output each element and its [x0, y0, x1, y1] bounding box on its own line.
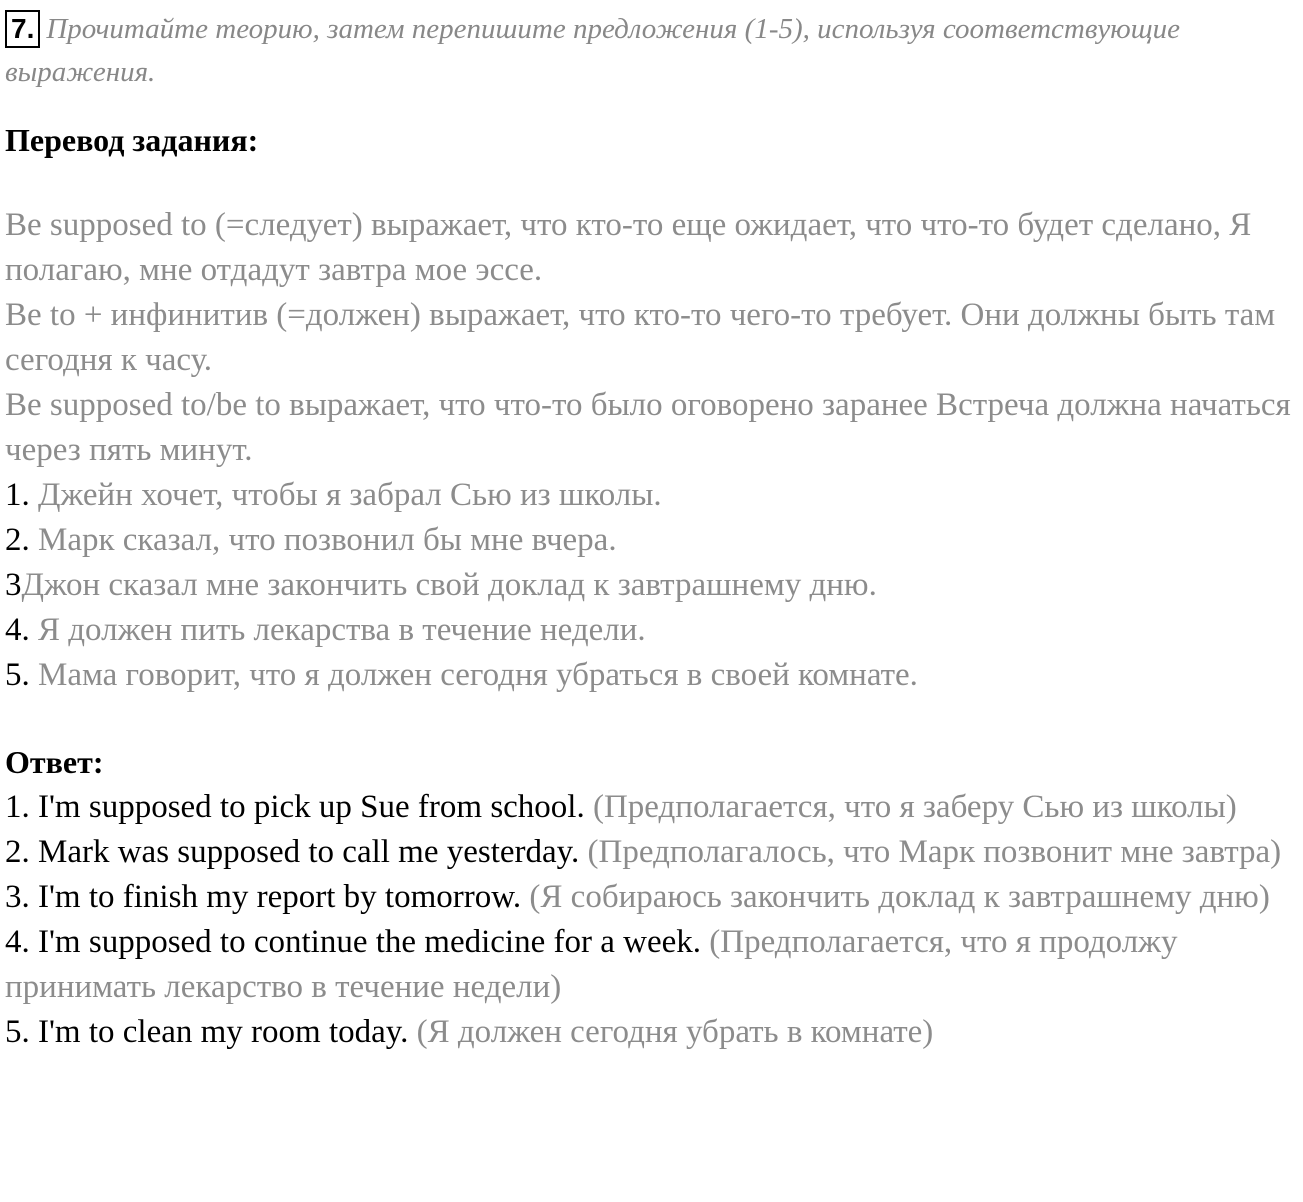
sentence-text: Я должен пить лекарства в течение недели. [29, 612, 646, 648]
sentence-item [5, 653, 1301, 698]
answer-english: 2. Mark was supposed to call me yesterday. [5, 834, 580, 870]
sentence-number: 5. [5, 657, 30, 693]
translation-heading: Перевод задания: [5, 122, 259, 158]
answer-item [5, 920, 1301, 1010]
sentence-item [5, 518, 1301, 563]
sentence-text: Джейн хочет, чтобы я забрал Сью из школы. [29, 477, 662, 513]
task-instruction: Прочитайте теорию, затем перепишите предложения (1-5), используя соответствующие выражения. [5, 13, 1181, 88]
answer-item [5, 785, 1301, 830]
answer-translation: (Я собираюсь закончить доклад к завтрашнему дню) [521, 879, 1270, 915]
answer-item [5, 1010, 1301, 1055]
answer-item [5, 830, 1301, 875]
answer-translation: (Я должен сегодня убрать в комнате) [408, 1014, 934, 1050]
task-header [5, 8, 1301, 94]
answer-english: 5. I'm to clean my room today. [5, 1014, 409, 1050]
answer-english: 3. I'm to finish my report by tomorrow. [5, 879, 522, 915]
sentence-number: 3 [5, 567, 22, 603]
answer-item [5, 875, 1301, 920]
sentence-number: 4. [5, 612, 30, 648]
answer-heading: Ответ: [5, 744, 104, 780]
sentence-item [5, 608, 1301, 653]
answer-translation: (Предполагалось, что Марк позвонит мне завтра) [579, 834, 1282, 870]
answer-english: 1. I'm supposed to pick up Sue from school. [5, 789, 585, 825]
answer-english: 4. I'm supposed to continue the medicine for a week. [5, 924, 701, 960]
document-page [5, 8, 1301, 1055]
sentence-number: 2. [5, 522, 30, 558]
theory-paragraph-1: Be supposed to (=следует) выражает, что кто-то еще ожидает, что что-то будет сделано, Я полагаю, мне отдадут завтра мое эссе. [5, 207, 1252, 288]
sentence-text: Джон сказал мне закончить свой доклад к завтрашнему дню. [21, 567, 877, 603]
sentence-text: Марк сказал, что позвонил бы мне вчера. [29, 522, 617, 558]
sentence-list [5, 473, 1301, 698]
sentence-number: 1. [5, 477, 30, 513]
answer-translation: (Предполагается, что я заберу Сью из школы) [584, 789, 1237, 825]
sentence-text: Мама говорит, что я должен сегодня убраться в своей комнате. [29, 657, 918, 693]
answer-translation: (Предполагается, что я продолжу принимать лекарство в течение недели) [5, 924, 1178, 1005]
theory-paragraph-3: Be supposed to/be to выражает, что что-то было оговорено заранее Встреча должна начаться через пять минут. [5, 387, 1291, 468]
theory-paragraph-2: Be to + инфинитив (=должен) выражает, что кто-то чего-то требует. Они должны быть там сегодня к часу. [5, 297, 1276, 378]
answer-list [5, 785, 1301, 1055]
sentence-item [5, 563, 1301, 608]
theory-block [5, 203, 1301, 473]
task-number-box: 7. [5, 10, 40, 48]
sentence-item [5, 473, 1301, 518]
